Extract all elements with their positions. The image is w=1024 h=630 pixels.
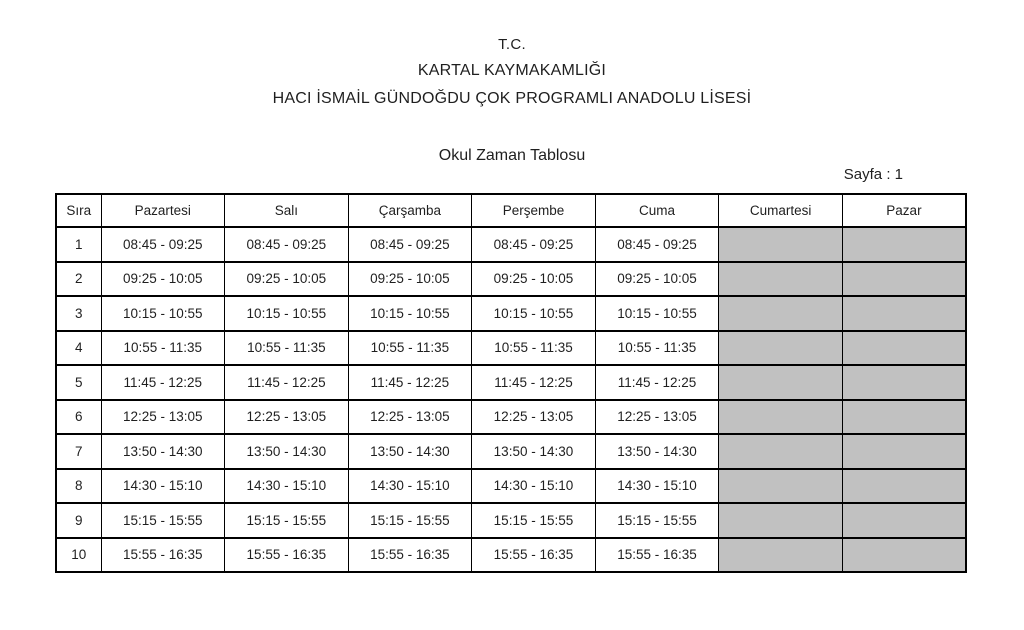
- row-number-cell: 8: [56, 469, 101, 504]
- row-number-cell: 6: [56, 400, 101, 435]
- time-cell: 10:15 - 10:55: [472, 296, 596, 331]
- weekend-cell-cumartesi: [719, 538, 843, 573]
- table-row: [56, 434, 966, 469]
- time-cell: 10:55 - 11:35: [348, 331, 472, 366]
- time-cell: 14:30 - 15:10: [101, 469, 225, 504]
- time-cell: 11:45 - 12:25: [101, 365, 225, 400]
- column-header-sira: Sıra: [56, 194, 101, 227]
- time-cell: 14:30 - 15:10: [595, 469, 719, 504]
- row-number-cell: 4: [56, 331, 101, 366]
- time-cell: 15:15 - 15:55: [225, 503, 349, 538]
- time-cell: 12:25 - 13:05: [472, 400, 596, 435]
- timetable-body: [56, 227, 966, 572]
- header-line-tc: T.C.: [498, 36, 526, 53]
- column-header-day: Pazartesi: [101, 194, 225, 227]
- time-cell: 09:25 - 10:05: [595, 262, 719, 297]
- time-cell: 15:55 - 16:35: [225, 538, 349, 573]
- time-cell: 15:15 - 15:55: [348, 503, 472, 538]
- table-row: [56, 227, 966, 262]
- time-cell: 09:25 - 10:05: [225, 262, 349, 297]
- time-cell: 09:25 - 10:05: [472, 262, 596, 297]
- table-row: [56, 296, 966, 331]
- time-cell: 14:30 - 15:10: [348, 469, 472, 504]
- table-row: [56, 331, 966, 366]
- column-header-day: Cuma: [595, 194, 719, 227]
- time-cell: 10:15 - 10:55: [348, 296, 472, 331]
- time-cell: 13:50 - 14:30: [101, 434, 225, 469]
- time-cell: 10:55 - 11:35: [595, 331, 719, 366]
- time-cell: 11:45 - 12:25: [225, 365, 349, 400]
- row-number-cell: 3: [56, 296, 101, 331]
- row-number-cell: 7: [56, 434, 101, 469]
- column-header-day: Pazar: [842, 194, 966, 227]
- time-cell: 12:25 - 13:05: [101, 400, 225, 435]
- time-cell: 08:45 - 09:25: [595, 227, 719, 262]
- time-cell: 13:50 - 14:30: [348, 434, 472, 469]
- table-row: [56, 400, 966, 435]
- time-cell: 15:55 - 16:35: [472, 538, 596, 573]
- weekend-cell-pazar: [842, 538, 966, 573]
- time-cell: 10:15 - 10:55: [595, 296, 719, 331]
- column-header-day: Cumartesi: [719, 194, 843, 227]
- table-row: [56, 538, 966, 573]
- weekend-cell-pazar: [842, 262, 966, 297]
- table-row: [56, 365, 966, 400]
- weekend-cell-cumartesi: [719, 331, 843, 366]
- header-line-school: HACI İSMAİL GÜNDOĞDU ÇOK PROGRAMLI ANADOLU LİSESİ: [272, 90, 752, 107]
- time-cell: 14:30 - 15:10: [472, 469, 596, 504]
- time-cell: 10:55 - 11:35: [101, 331, 225, 366]
- time-cell: 13:50 - 14:30: [225, 434, 349, 469]
- time-cell: 15:15 - 15:55: [101, 503, 225, 538]
- row-number-cell: 9: [56, 503, 101, 538]
- time-cell: 15:55 - 16:35: [595, 538, 719, 573]
- weekend-cell-pazar: [842, 469, 966, 504]
- time-cell: 11:45 - 12:25: [348, 365, 472, 400]
- timetable-header: [56, 194, 966, 227]
- weekend-cell-cumartesi: [719, 262, 843, 297]
- weekend-cell-pazar: [842, 400, 966, 435]
- time-cell: 09:25 - 10:05: [101, 262, 225, 297]
- header-line-district: KARTAL KAYMAKAMLIĞI: [417, 62, 607, 79]
- time-cell: 13:50 - 14:30: [595, 434, 719, 469]
- time-cell: 14:30 - 15:10: [225, 469, 349, 504]
- weekend-cell-cumartesi: [719, 503, 843, 538]
- table-row: [56, 503, 966, 538]
- time-cell: 10:55 - 11:35: [472, 331, 596, 366]
- time-cell: 08:45 - 09:25: [348, 227, 472, 262]
- time-cell: 12:25 - 13:05: [348, 400, 472, 435]
- row-number-cell: 1: [56, 227, 101, 262]
- page-title: Okul Zaman Tablosu: [438, 147, 586, 164]
- time-cell: 10:15 - 10:55: [225, 296, 349, 331]
- time-cell: 10:15 - 10:55: [101, 296, 225, 331]
- time-cell: 15:15 - 15:55: [595, 503, 719, 538]
- time-cell: 10:55 - 11:35: [225, 331, 349, 366]
- weekend-cell-pazar: [842, 296, 966, 331]
- time-cell: 11:45 - 12:25: [472, 365, 596, 400]
- weekend-cell-cumartesi: [719, 469, 843, 504]
- timetable: [55, 193, 967, 573]
- timetable-header-row: [56, 194, 966, 227]
- column-header-day: Salı: [225, 194, 349, 227]
- weekend-cell-pazar: [842, 227, 966, 262]
- time-cell: 11:45 - 12:25: [595, 365, 719, 400]
- weekend-cell-pazar: [842, 331, 966, 366]
- weekend-cell-cumartesi: [719, 365, 843, 400]
- weekend-cell-pazar: [842, 365, 966, 400]
- time-cell: 13:50 - 14:30: [472, 434, 596, 469]
- row-number-cell: 10: [56, 538, 101, 573]
- weekend-cell-cumartesi: [719, 400, 843, 435]
- time-cell: 15:55 - 16:35: [348, 538, 472, 573]
- time-cell: 09:25 - 10:05: [348, 262, 472, 297]
- weekend-cell-cumartesi: [719, 434, 843, 469]
- table-row: [56, 469, 966, 504]
- time-cell: 08:45 - 09:25: [472, 227, 596, 262]
- time-cell: 08:45 - 09:25: [101, 227, 225, 262]
- time-cell: 12:25 - 13:05: [595, 400, 719, 435]
- weekend-cell-cumartesi: [719, 227, 843, 262]
- time-cell: 12:25 - 13:05: [225, 400, 349, 435]
- weekend-cell-pazar: [842, 434, 966, 469]
- column-header-day: Çarşamba: [348, 194, 472, 227]
- weekend-cell-pazar: [842, 503, 966, 538]
- column-header-day: Perşembe: [472, 194, 596, 227]
- time-cell: 15:55 - 16:35: [101, 538, 225, 573]
- page-number-label: Sayfa : 1: [843, 166, 903, 183]
- time-cell: 08:45 - 09:25: [225, 227, 349, 262]
- row-number-cell: 5: [56, 365, 101, 400]
- weekend-cell-cumartesi: [719, 296, 843, 331]
- document-header: [0, 36, 1024, 108]
- time-cell: 15:15 - 15:55: [472, 503, 596, 538]
- row-number-cell: 2: [56, 262, 101, 297]
- table-row: [56, 262, 966, 297]
